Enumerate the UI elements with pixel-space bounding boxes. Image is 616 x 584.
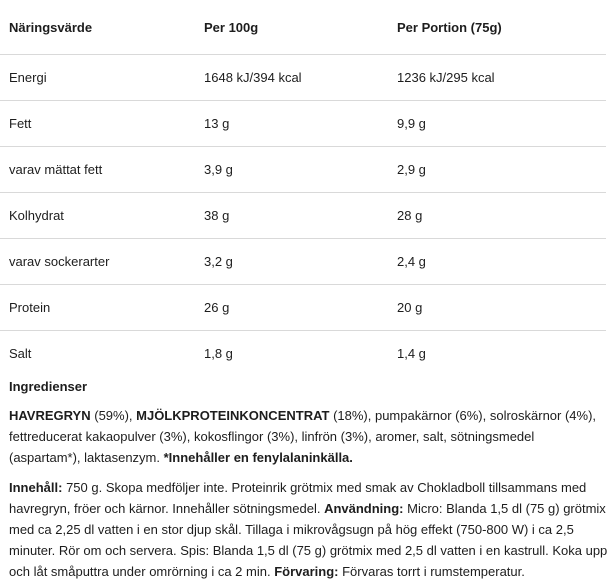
nutrient-name: Fett: [0, 101, 195, 147]
value-per-portion: 1236 kJ/295 kcal: [388, 55, 606, 101]
ingredient-milk-protein: MJÖLKPROTEINKONCENTRAT: [136, 408, 330, 423]
storage-text: Förvaras torrt i rumstemperatur.: [338, 564, 525, 579]
value-per-portion: 9,9 g: [388, 101, 606, 147]
value-per-100g: 1648 kJ/394 kcal: [195, 55, 388, 101]
nutrient-name: Kolhydrat: [0, 193, 195, 239]
ingredients-text: [9, 405, 609, 468]
value-per-100g: 38 g: [195, 193, 388, 239]
nutrient-name: Energi: [0, 55, 195, 101]
content-text: 750 g. Skopa medföljer inte. Proteinrik grötmix med smak av Chokladboll tillsammans med havregryn, fröer och kärnor. Innehåller sötningsmedel.: [9, 480, 587, 516]
table-row: [0, 101, 606, 147]
value-per-100g: 13 g: [195, 101, 388, 147]
value-per-portion: 20 g: [388, 285, 606, 331]
value-per-portion: 2,9 g: [388, 147, 606, 193]
phenylalanine-warning: *Innehåller en fenylalaninkälla.: [163, 450, 353, 465]
content-label: Innehåll:: [9, 480, 63, 495]
ingredient-text-segment: (59%),: [90, 408, 137, 423]
usage-text: [9, 477, 609, 582]
value-per-100g: 1,8 g: [204, 346, 233, 361]
table-row: [0, 331, 606, 377]
usage-label: Användning:: [324, 501, 404, 516]
value-per-portion: 2,4 g: [388, 239, 606, 285]
ingredient-oats: HAVREGRYN: [9, 408, 91, 423]
table-row: [0, 55, 606, 101]
nutrient-name: varav sockerarter: [0, 239, 195, 285]
nutrient-name: Salt: [9, 346, 32, 361]
table-row: [0, 147, 606, 193]
storage-label: Förvaring:: [274, 564, 339, 579]
table-row: [0, 193, 606, 239]
ingredients-heading: Ingredienser: [9, 379, 88, 394]
value-per-portion: 28 g: [388, 193, 606, 239]
value-per-portion: 1,4 g: [397, 346, 426, 361]
nutrient-name: Protein: [0, 285, 195, 331]
ingredient-text-segment: (18%), pumpakärnor (6%), solroskärnor (4%), fettreducerat kakaopulver (3%), kokosflingor (3%), linfrön (3%), aromer, salt, sötningsmedel (aspartam*), laktasenzym.: [9, 408, 597, 465]
table-row: [0, 285, 606, 331]
value-per-100g: 26 g: [195, 285, 388, 331]
header-nutrient: Näringsvärde: [0, 0, 195, 55]
table-row: [0, 239, 606, 285]
header-per-100g: Per 100g: [195, 0, 388, 55]
value-per-100g: 3,9 g: [195, 147, 388, 193]
usage-instructions: Micro: Blanda 1,5 dl (75 g) grötmix med ca 2,25 dl vatten i en stor djup skål. Tillaga i mikrovågsugn på hög effekt (750-800 W) i ca 2,5 minuter. Rör om och servera. Spis: Blanda 1,5 dl (75 g) grötmix med 2,5 dl vatten i en kastrull. Koka upp och låt småputtra under omrörning i ca 2 min.: [9, 501, 608, 579]
value-per-100g: 3,2 g: [195, 239, 388, 285]
nutrient-name: varav mättat fett: [0, 147, 195, 193]
header-per-portion: Per Portion (75g): [388, 0, 606, 55]
nutrition-header-row: [0, 0, 606, 55]
